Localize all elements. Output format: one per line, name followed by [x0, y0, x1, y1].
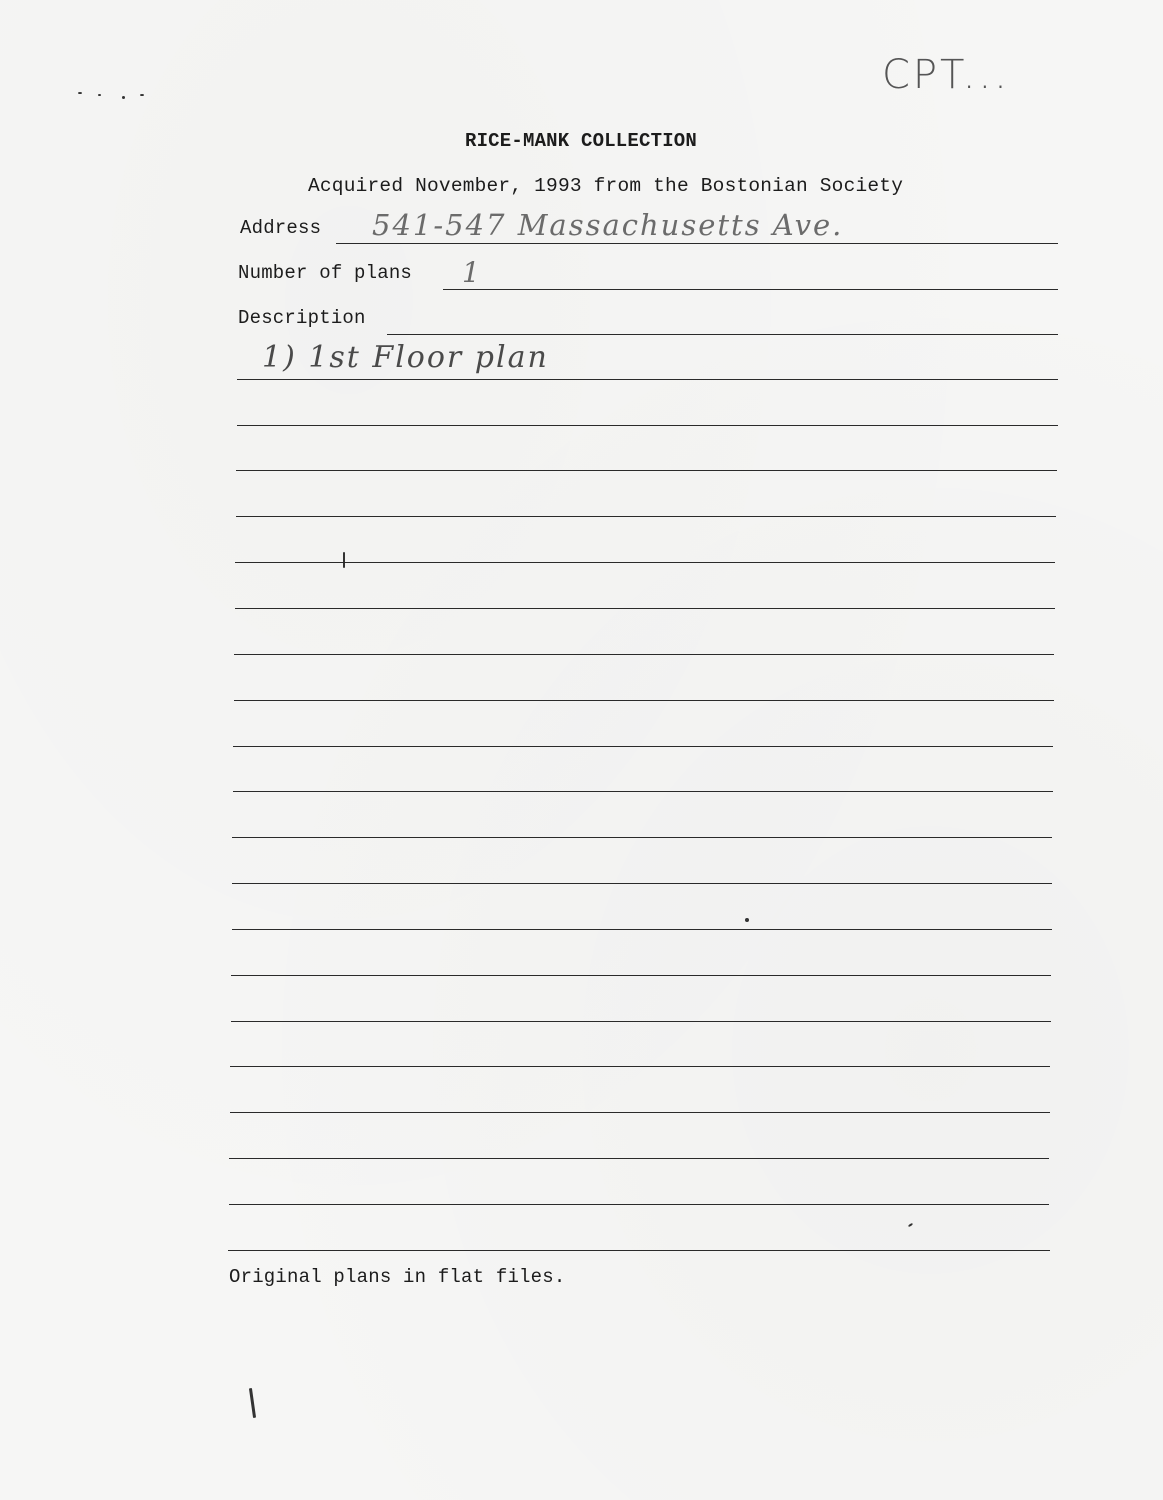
blank-line — [237, 425, 1058, 426]
scan-speck — [78, 92, 82, 94]
blank-line — [232, 837, 1052, 838]
blank-line — [228, 1250, 1050, 1251]
address-handwritten-value: 541-547 Massachusetts Ave. — [372, 208, 844, 242]
address-label: Address — [240, 217, 322, 239]
corner-annotation: CPT... — [882, 52, 1010, 98]
blank-line — [231, 1021, 1051, 1022]
blank-line — [237, 379, 1058, 380]
description-label: Description — [238, 307, 366, 329]
scan-speck — [249, 1388, 256, 1418]
blank-line — [234, 700, 1054, 701]
blank-line — [233, 791, 1053, 792]
document-title: RICE-MANK COLLECTION — [464, 130, 698, 152]
document-subtitle: Acquired November, 1993 from the Bostonian Society — [308, 175, 904, 197]
blank-line — [230, 1112, 1050, 1113]
scan-speck — [98, 94, 101, 96]
description-line — [387, 334, 1058, 335]
address-line — [336, 243, 1058, 244]
footer-note: Original plans in flat files. — [229, 1266, 566, 1288]
blank-line — [235, 562, 1055, 563]
blank-line — [233, 746, 1053, 747]
blank-line — [230, 1066, 1050, 1067]
scan-speck — [122, 96, 125, 99]
blank-line — [235, 608, 1055, 609]
scan-speck — [908, 1223, 913, 1228]
plans-line — [443, 289, 1058, 290]
blank-line — [232, 883, 1052, 884]
blank-line — [236, 470, 1057, 471]
blank-line — [229, 1204, 1049, 1205]
plans-label: Number of plans — [238, 262, 413, 284]
blank-line — [231, 975, 1051, 976]
blank-line — [236, 516, 1056, 517]
blank-line — [234, 654, 1054, 655]
scan-speck — [343, 552, 345, 568]
plans-handwritten-value: 1 — [462, 256, 482, 289]
blank-line — [229, 1158, 1049, 1159]
description-handwritten-value: 1) 1st Floor plan — [262, 340, 549, 375]
blank-line — [232, 929, 1052, 930]
scan-speck — [745, 918, 749, 922]
scan-speck — [140, 94, 144, 96]
